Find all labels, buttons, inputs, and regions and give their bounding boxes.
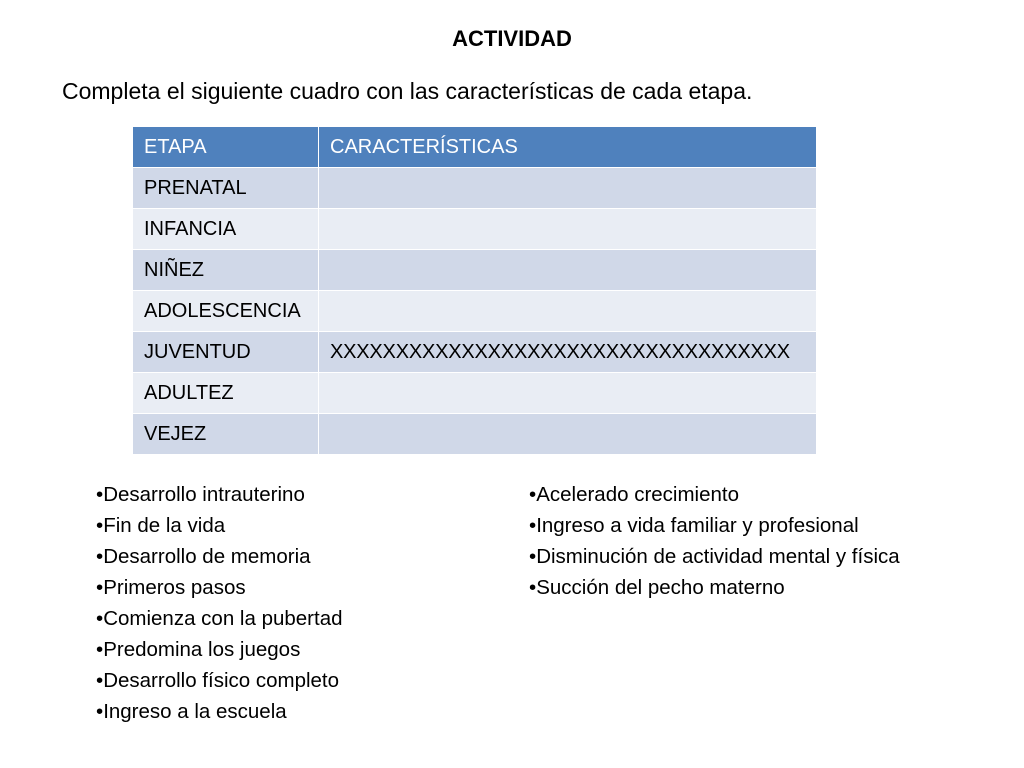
list-item: • Desarrollo intrauterino	[96, 479, 343, 510]
stage-cell: ADULTEZ	[133, 373, 319, 414]
table-row	[133, 291, 817, 332]
options-list-right	[529, 479, 900, 603]
characteristics-cell[interactable]: XXXXXXXXXXXXXXXXXXXXXXXXXXXXXXXXXXX	[319, 332, 817, 373]
list-item: • Ingreso a vida familiar y profesional	[529, 510, 900, 541]
characteristics-cell[interactable]	[319, 373, 817, 414]
stage-cell: ADOLESCENCIA	[133, 291, 319, 332]
header-characteristics: CARACTERÍSTICAS	[319, 127, 817, 168]
stages-table	[132, 126, 817, 455]
table-row	[133, 250, 817, 291]
list-item: • Acelerado crecimiento	[529, 479, 900, 510]
header-stage: ETAPA	[133, 127, 319, 168]
characteristics-cell[interactable]	[319, 414, 817, 455]
instruction-text: Completa el siguiente cuadro con las características de cada etapa.	[62, 78, 753, 104]
list-item: • Disminución de actividad mental y física	[529, 541, 900, 572]
list-item: • Succión del pecho materno	[529, 572, 900, 603]
list-item: • Fin de la vida	[96, 510, 343, 541]
table-header-row	[133, 127, 817, 168]
stage-cell: NIÑEZ	[133, 250, 319, 291]
characteristics-cell[interactable]	[319, 250, 817, 291]
stage-cell: INFANCIA	[133, 209, 319, 250]
options-list-left	[96, 479, 343, 727]
stage-cell: JUVENTUD	[133, 332, 319, 373]
table-row	[133, 373, 817, 414]
characteristics-cell[interactable]	[319, 291, 817, 332]
activity-title: ACTIVIDAD	[452, 26, 572, 51]
list-item: • Primeros pasos	[96, 572, 343, 603]
list-item: • Ingreso a la escuela	[96, 696, 343, 727]
table-row	[133, 209, 817, 250]
list-item: • Predomina los juegos	[96, 634, 343, 665]
table-row	[133, 332, 817, 373]
table-row	[133, 168, 817, 209]
characteristics-cell[interactable]	[319, 168, 817, 209]
list-item: • Desarrollo físico completo	[96, 665, 343, 696]
characteristics-cell[interactable]	[319, 209, 817, 250]
stage-cell: VEJEZ	[133, 414, 319, 455]
stage-cell: PRENATAL	[133, 168, 319, 209]
list-item: • Desarrollo de memoria	[96, 541, 343, 572]
table-row	[133, 414, 817, 455]
list-item: • Comienza con la pubertad	[96, 603, 343, 634]
